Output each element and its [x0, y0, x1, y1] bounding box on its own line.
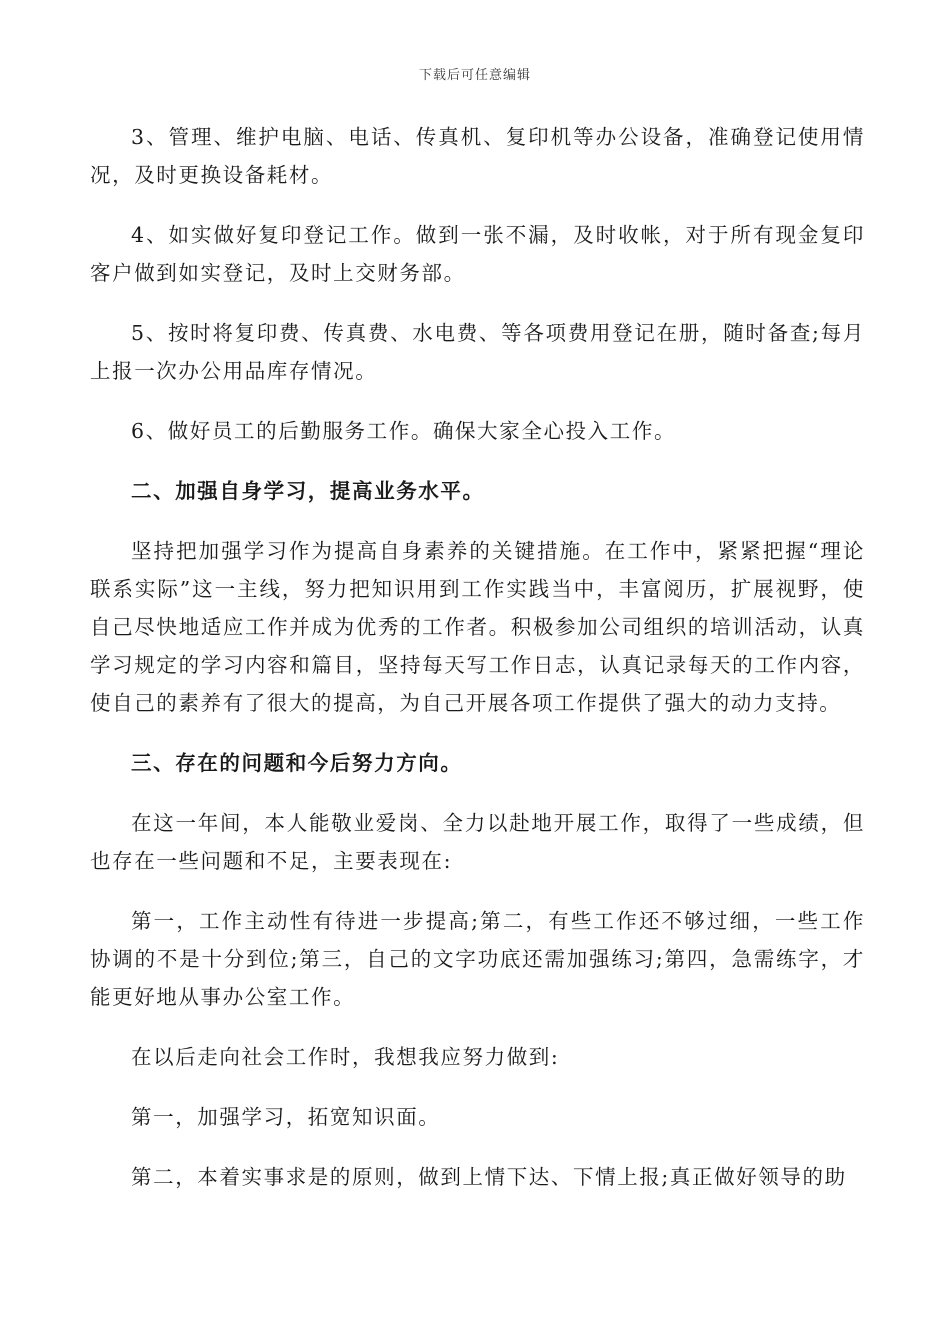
section-heading-3: 三、存在的问题和今后努力方向。 [131, 751, 463, 775]
paragraph-item-5: 5、按时将复印费、传真费、水电费、等各项费用登记在册，随时备查;每月上报一次办公用品库存情况。 [90, 321, 865, 383]
paragraph-future-intro: 在以后走向社会工作时，我想我应努力做到: [131, 1045, 560, 1069]
section-heading-2: 二、加强自身学习，提高业务水平。 [131, 479, 485, 503]
paragraph-item-4: 4、如实做好复印登记工作。做到一张不漏，及时收帐，对于所有现金复印客户做到如实登记，及时上交财务部。 [90, 223, 865, 285]
paragraph-summary: 在这一年间，本人能敬业爱岗、全力以赴地开展工作，取得了一些成绩，但也存在一些问题和不足，主要表现在: [90, 811, 865, 873]
paragraph-shortcomings: 第一，工作主动性有待进一步提高;第二，有些工作还不够过细，一些工作协调的不是十分到位;第三，自己的文字功底还需加强练习;第四，急需练字，才能更好地从事办公室工作。 [90, 909, 865, 1009]
paragraph-future-1: 第一，加强学习，拓宽知识面。 [131, 1105, 441, 1129]
header-note: 下载后可任意编辑 [418, 68, 531, 83]
document-body [90, 118, 865, 1218]
paragraph-future-2: 第二，本着实事求是的原则，做到上情下达、下情上报;真正做好领导的助 [131, 1165, 847, 1189]
paragraph-item-6: 6、做好员工的后勤服务工作。确保大家全心投入工作。 [131, 419, 677, 443]
paragraph-item-3: 3、管理、维护电脑、电话、传真机、复印机等办公设备，准确登记使用情况，及时更换设备耗材。 [90, 125, 865, 187]
paragraph-learning: 坚持把加强学习作为提高自身素养的关键措施。在工作中，紧紧把握“理论联系实际”这一主线，努力把知识用到工作实践当中，丰富阅历，扩展视野，使自己尽快地适应工作并成为优秀的工作者。积极参加公司组织的培训活动，认真学习规定的学习内容和篇目，坚持每天写工作日志，认真记录每天的工作内容，使自己的素养有了很大的提高，为自己开展各项工作提供了强大的动力支持。 [90, 539, 865, 715]
